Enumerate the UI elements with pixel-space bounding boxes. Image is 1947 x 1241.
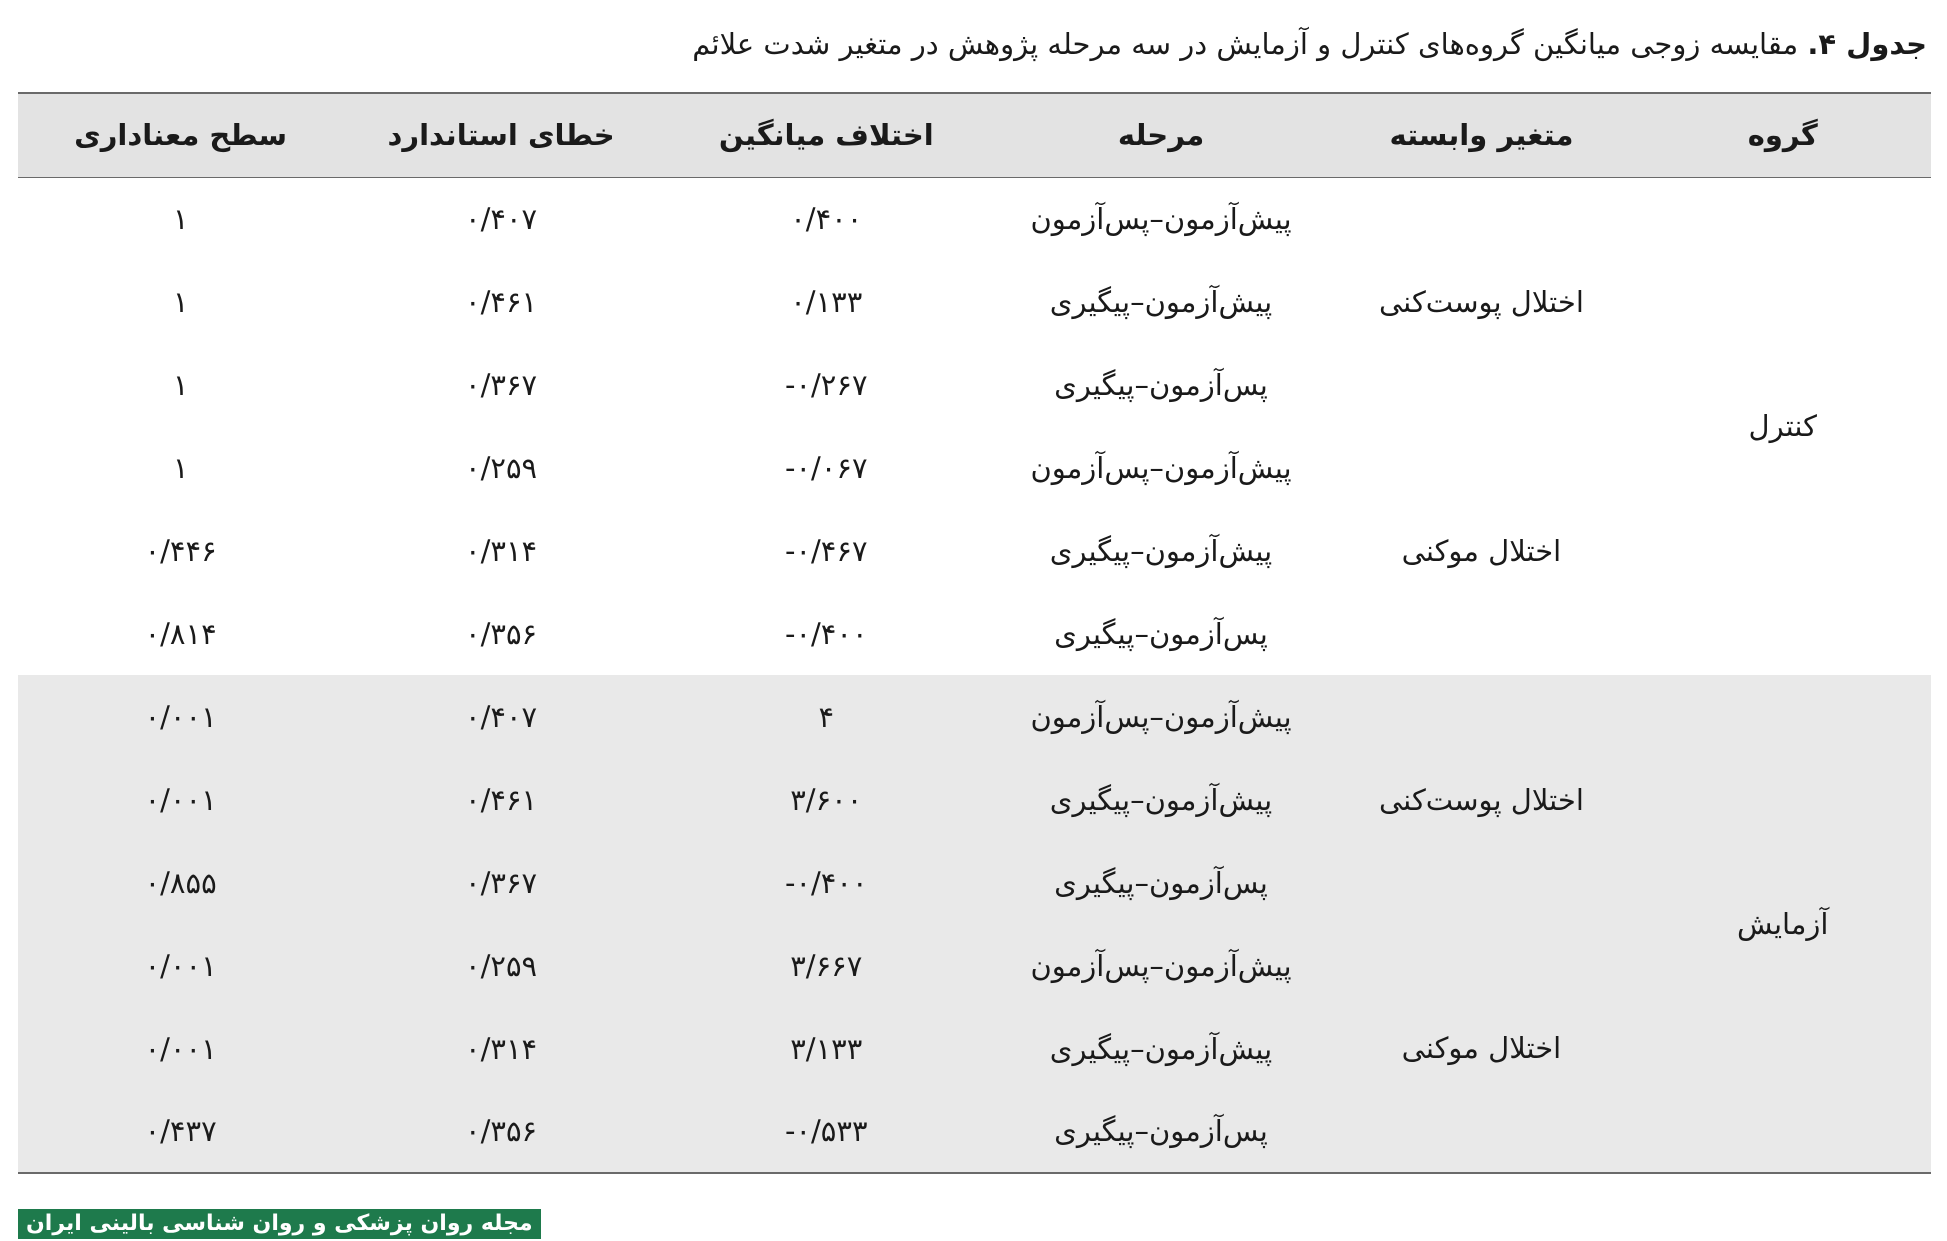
standard-error-cell: ۰/۴۶۱: [465, 782, 538, 817]
standard-error-cell: ۰/۳۶۷: [465, 865, 538, 900]
mean-difference-cell: -۰/۲۶۷: [785, 367, 868, 402]
stage-cell: پس‌آزمون–پیگیری: [1054, 1114, 1268, 1148]
header-stage: مرحله: [1117, 118, 1205, 153]
significance-cell: ۰/۰۰۱: [144, 948, 217, 983]
standard-error-cell: ۰/۳۵۶: [465, 616, 538, 651]
stage-cell: پس‌آزمون–پیگیری: [1054, 865, 1268, 900]
significance-cell: ۱: [172, 367, 189, 402]
significance-cell: ۱: [172, 201, 189, 236]
stage-cell: پیش‌آزمون–پس‌آزمون: [1030, 948, 1292, 983]
group-experiment-body: [18, 675, 1931, 1173]
results-table-container: [18, 92, 1931, 1174]
caption-text: مقایسه زوجی میانگین گروه‌های کنترل و آزمایش در سه مرحله پژوهش در متغیر شدت علائم: [692, 27, 1808, 61]
standard-error-cell: ۰/۳۵۶: [465, 1114, 538, 1148]
mean-difference-cell: -۰/۴۶۷: [785, 533, 868, 568]
group-control-body: [18, 177, 1931, 675]
standard-error-cell: ۰/۴۶۱: [465, 284, 538, 319]
standard-error-cell: ۰/۳۶۷: [465, 367, 538, 402]
header-standard-error: خطای استاندارد: [387, 118, 615, 153]
header-group: گروه: [1747, 118, 1818, 153]
group-name-cell: آزمایش: [1737, 906, 1829, 941]
stage-cell: پس‌آزمون–پیگیری: [1054, 367, 1268, 402]
significance-cell: ۰/۰۰۱: [144, 782, 217, 817]
mean-difference-cell: ۰/۱۳۳: [790, 284, 863, 319]
table-caption: [20, 22, 1927, 66]
table-row: [18, 675, 1931, 758]
mean-difference-cell: -۰/۴۰۰: [785, 865, 868, 900]
significance-cell: ۰/۰۰۱: [144, 699, 217, 734]
significance-cell: ۰/۴۴۶: [144, 533, 217, 568]
mean-difference-cell: ۳/۶۰۰: [790, 782, 863, 817]
standard-error-cell: ۰/۴۰۷: [465, 201, 538, 236]
stage-cell: پیش‌آزمون–پس‌آزمون: [1030, 450, 1292, 485]
significance-cell: ۰/۸۱۴: [144, 616, 217, 651]
mean-difference-cell: ۴: [818, 699, 835, 734]
standard-error-cell: ۰/۲۵۹: [465, 450, 538, 485]
stage-cell: پیش‌آزمون–پس‌آزمون: [1030, 699, 1292, 734]
mean-difference-cell: ۳/۶۶۷: [790, 948, 863, 983]
standard-error-cell: ۰/۳۱۴: [465, 533, 538, 568]
header-row: [18, 93, 1931, 177]
dependent-variable-cell: اختلال پوست‌کنی: [1379, 284, 1584, 319]
mean-difference-cell: ۰/۴۰۰: [790, 201, 863, 236]
stage-cell: پیش‌آزمون–پس‌آزمون: [1030, 201, 1292, 236]
stage-cell: پیش‌آزمون–پیگیری: [1049, 284, 1273, 319]
table-row: [18, 177, 1931, 260]
significance-cell: ۰/۸۵۵: [144, 865, 217, 900]
mean-difference-cell: -۰/۴۰۰: [785, 616, 868, 651]
stage-cell: پس‌آزمون–پیگیری: [1054, 616, 1268, 651]
standard-error-cell: ۰/۳۱۴: [465, 1031, 538, 1066]
pairwise-comparison-table: [18, 92, 1931, 1174]
stage-cell: پیش‌آزمون–پیگیری: [1049, 1031, 1273, 1066]
mean-difference-cell: -۰/۰۶۷: [785, 450, 868, 485]
dependent-variable-cell: اختلال موکنی: [1401, 1031, 1562, 1065]
stage-cell: پیش‌آزمون–پیگیری: [1049, 533, 1273, 568]
caption-label: جدول ۴.: [1807, 27, 1927, 61]
header-dependent-variable: متغیر وابسته: [1389, 118, 1574, 153]
journal-logo: مجله روان پزشکی و روان شناسی بالینی ایران: [18, 1209, 541, 1239]
dependent-variable-cell: اختلال موکنی: [1401, 533, 1562, 568]
stage-cell: پیش‌آزمون–پیگیری: [1049, 782, 1273, 817]
dependent-variable-cell: اختلال پوست‌کنی: [1379, 782, 1584, 817]
group-name-cell: کنترل: [1748, 409, 1817, 444]
header-mean-difference: اختلاف میانگین: [718, 118, 934, 153]
standard-error-cell: ۰/۴۰۷: [465, 699, 538, 734]
significance-cell: ۱: [172, 450, 189, 485]
significance-cell: ۱: [172, 284, 189, 319]
header-significance: سطح معناداری: [74, 118, 288, 153]
table-header: [18, 93, 1931, 177]
mean-difference-cell: ۳/۱۳۳: [790, 1031, 863, 1066]
significance-cell: ۰/۴۳۷: [144, 1114, 217, 1148]
significance-cell: ۰/۰۰۱: [144, 1031, 217, 1066]
standard-error-cell: ۰/۲۵۹: [465, 948, 538, 983]
mean-difference-cell: -۰/۵۳۳: [785, 1114, 868, 1148]
